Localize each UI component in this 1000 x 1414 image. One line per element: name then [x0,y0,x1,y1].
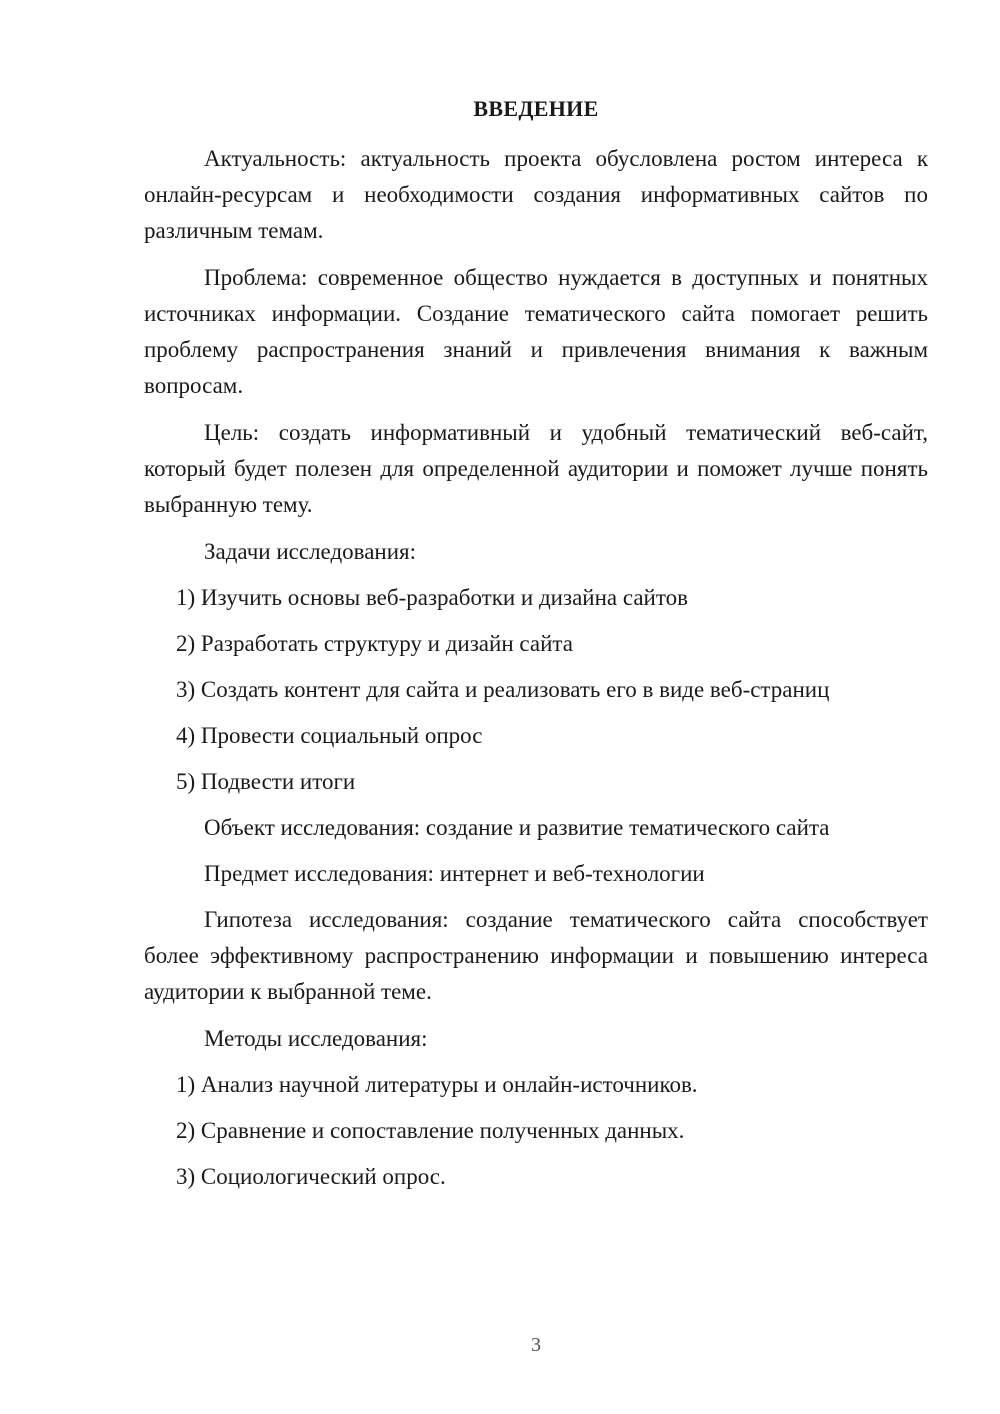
object-line: Объект исследования: создание и развитие тематического сайта [204,815,830,840]
problem-paragraph: Проблема: современное общество нуждается в доступных и понятных источниках информации. Создание тематического сайта помогает решить проблему распространения знаний и привлечения внимания к важным вопросам. [144,265,928,398]
task-item: 3) Создать контент для сайта и реализовать его в виде веб-страниц [176,677,830,702]
hypothesis-paragraph: Гипотеза исследования: создание тематического сайта способствует более эффективному распространению информации и повышению интереса аудитории к выбранной теме. [144,907,928,1004]
page-title: ВВЕДЕНИЕ [473,96,599,121]
method-item: 2) Сравнение и сопоставление полученных данных. [176,1118,685,1143]
document-body [144,141,928,1205]
task-item: 2) Разработать структуру и дизайн сайта [176,631,573,656]
method-item: 3) Социологический опрос. [176,1164,446,1189]
task-item: 1) Изучить основы веб-разработки и дизайна сайтов [176,585,688,610]
page-number: 3 [531,1334,541,1356]
task-item: 5) Подвести итоги [176,769,356,794]
subject-line: Предмет исследования: интернет и веб-технологии [204,861,705,886]
method-item: 1) Анализ научной литературы и онлайн-источников. [176,1072,698,1097]
relevance-paragraph: Актуальность: актуальность проекта обусловлена ростом интереса к онлайн-ресурсам и необходимости создания информативных сайтов по различным темам. [144,146,928,243]
goal-paragraph: Цель: создать информативный и удобный тематический веб-сайт, который будет полезен для определенной аудитории и поможет лучше понять выбранную тему. [144,420,928,517]
task-item: 4) Провести социальный опрос [176,723,483,748]
tasks-heading: Задачи исследования: [204,539,417,564]
methods-heading: Методы исследования: [204,1026,428,1051]
